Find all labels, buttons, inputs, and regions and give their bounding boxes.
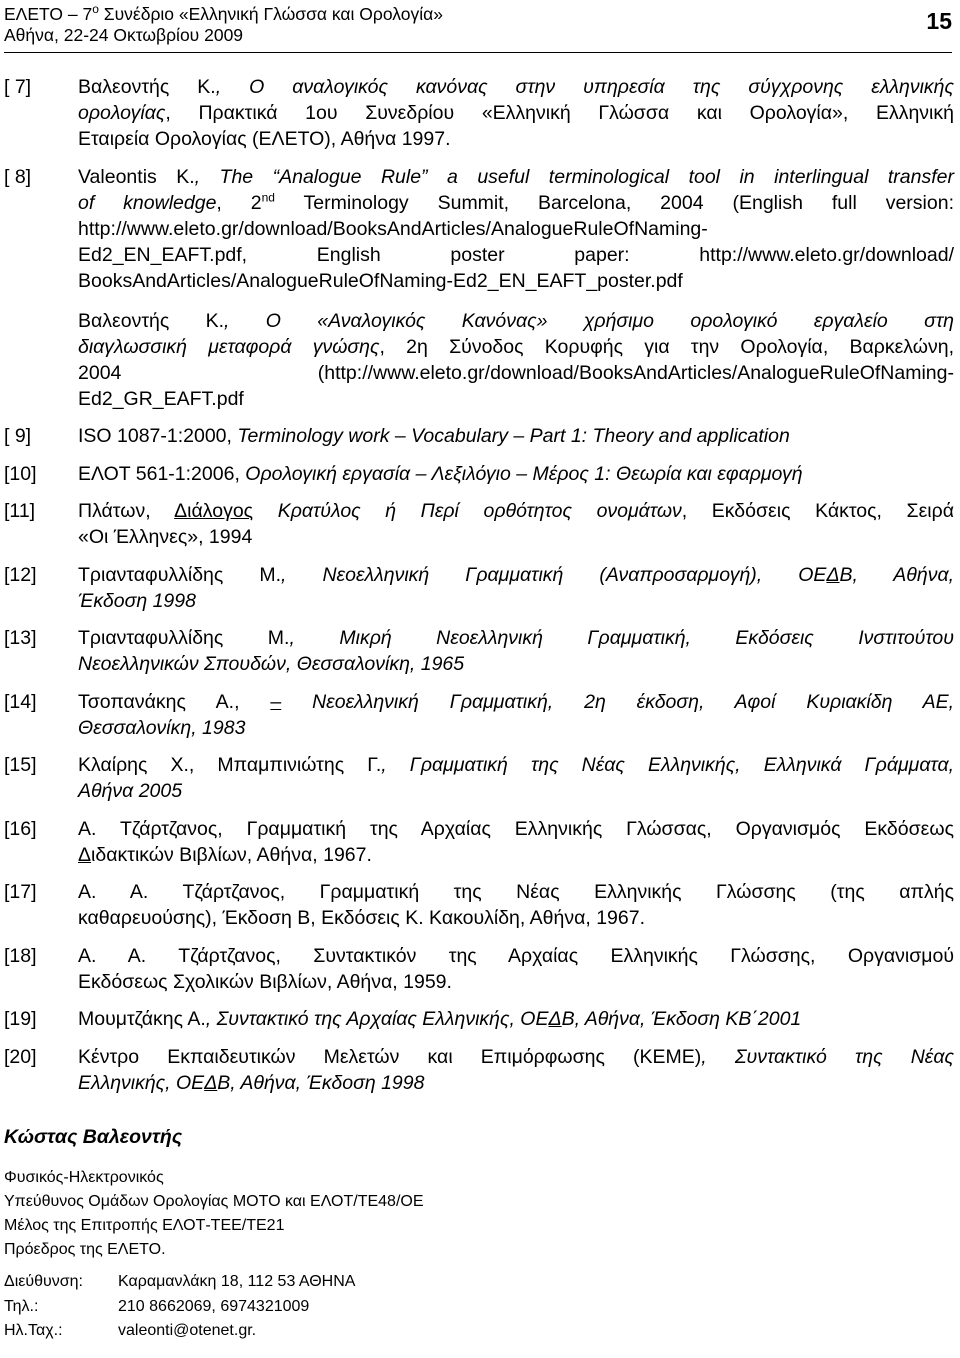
reference-line: [78, 1006, 954, 1032]
reference-url: http://www.eleto.gr/download/BooksAndArticles/AnalogueRuleOfNaming-: [78, 217, 708, 240]
header-divider: [4, 52, 952, 53]
reference-dialogue: Διάλογος: [174, 500, 254, 522]
reference-title-cont: διαγλωσσική μεταφορά γνώσης: [78, 335, 380, 358]
separator: ,: [234, 690, 271, 713]
reference-author: Βαλεοντής Κ.: [78, 76, 216, 98]
reference-publisher: Θεσσαλονίκη, 1983: [78, 716, 246, 739]
reference-line: Α. Τζάρτζανος, Γραμματική της Αρχαίας Ελληνικής Γλώσσας, Οργανισμός Εκδόσεως: [78, 817, 954, 840]
reference-title-cont: Β, Αθήνα, Έκδοση ΚΒ΄2001: [561, 1008, 802, 1030]
reference-line: [78, 625, 954, 651]
spacer: [4, 1262, 944, 1270]
page-number: 15: [926, 8, 952, 34]
reference-line: [78, 1044, 954, 1070]
reference-number: [19]: [4, 1008, 37, 1030]
reference-20: [0, 1044, 960, 1096]
reference-url: BooksAndArticles/AnalogueRuleOfNaming-Ed2_EN_EAFT_poster.pdf: [78, 269, 683, 292]
author-role: Πρόεδρος της ΕΛΕΤΟ.: [4, 1241, 166, 1258]
reference-number: [14]: [4, 690, 37, 713]
reference-title: , The “Analogue Rule” a useful terminological tool in interlingual transfer: [194, 165, 954, 188]
reference-author: Κέντρο Εκπαιδευτικών Μελετών και Επιμόρφωσης (ΚΕΜΕ): [78, 1045, 702, 1068]
reference-8: [0, 164, 960, 412]
reference-number: [11]: [4, 500, 36, 522]
reference-number: [ 7]: [4, 76, 32, 98]
reference-edition: Β, Αθήνα, Έκδοση 1998: [217, 1071, 425, 1094]
reference-url: Ed2_GR_EAFT.pdf: [78, 387, 244, 410]
reference-title: , Συντακτικό της Νέας: [701, 1045, 954, 1068]
author-role: Μέλος της Επιτροπής ΕΛΟΤ-ΤΕΕ/ΤΕ21: [4, 1217, 285, 1234]
reference-number: [12]: [4, 563, 37, 586]
reference-10: [0, 461, 960, 487]
reference-14: [0, 689, 960, 741]
reference-title-cont: of knowledge: [78, 191, 217, 214]
author-role: Φυσικός-Ηλεκτρονικός: [4, 1169, 164, 1186]
reference-title: Νεοελληνική Γραμματική, 2η έκδοση, Αφοί Κυριακίδη ΑΕ,: [281, 690, 954, 713]
contact-address: [4, 1270, 944, 1295]
contact-email: [4, 1319, 944, 1344]
reference-line: [78, 100, 954, 126]
address-value: Καραμανλάκη 18, 112 53 ΑΘΗΝΑ: [118, 1273, 356, 1290]
reference-line: [78, 190, 954, 216]
reference-number: [15]: [4, 754, 37, 776]
reference-number: [ 9]: [4, 425, 32, 447]
reference-author: Valeontis K.: [78, 165, 195, 188]
author-name: Κώστας Βαλεοντής: [4, 1126, 183, 1148]
reference-author: Βαλεοντής Κ.: [78, 309, 225, 332]
reference-title: , Μικρή Νεοελληνική Γραμματική, Εκδόσεις Ινστιτούτου: [289, 627, 954, 649]
reference-line: [78, 1070, 954, 1096]
reference-18: [0, 943, 960, 995]
reference-title: , Συντακτικό της Αρχαίας Ελληνικής, ΟΕ: [205, 1008, 549, 1030]
reference-19: [0, 1006, 960, 1032]
reference-title: Ορολογική εργασία – Λεξιλόγιο – Μέρος 1: Θεωρία και εφαρμογή: [245, 462, 803, 485]
reference-line: [78, 461, 954, 487]
reference-line: [78, 689, 954, 715]
reference-dash: –: [270, 690, 282, 713]
reference-source: , Πρακτικά 1ου Συνεδρίου «Ελληνική Γλώσσα και Ορολογία», Ελληνική: [165, 102, 954, 124]
reference-line: [78, 423, 954, 449]
email-label: Ηλ.Ταχ.:: [4, 1322, 63, 1339]
reference-publisher: ιδακτικών Βιβλίων, Αθήνα, 1967.: [91, 843, 372, 866]
author-block: [4, 1124, 944, 1344]
reference-line: [78, 164, 954, 190]
conference-title: [4, 4, 952, 25]
reference-title: Κρατύλος ή Περί ορθότητος ονομάτων: [253, 500, 682, 522]
phone-value: 210 8662069, 6974321009: [118, 1297, 310, 1315]
reference-line: [78, 562, 954, 588]
reference-title: , Νεοελληνική Γραμματική (Αναπροσαρμογή), ΟΕ: [281, 563, 827, 586]
reference-source-cont: Terminology Summit, Barcelona, 2004 (English full version:: [274, 191, 954, 214]
reference-9: [0, 423, 960, 449]
reference-7: [0, 74, 960, 152]
email-value[interactable]: valeonti@otenet.gr.: [118, 1322, 257, 1339]
conference-ordinal: ο: [92, 2, 99, 17]
reference-line: [78, 74, 954, 100]
reference-source: , 2η Σύνοδος Κορυφής για την Ορολογία, Βαρκελώνη,: [379, 335, 954, 358]
reference-url: 2004 (http://www.eleto.gr/download/BooksAndArticles/AnalogueRuleOfNaming-: [78, 361, 954, 384]
address-label: Διεύθυνση:: [4, 1273, 83, 1290]
reference-line: [78, 842, 954, 868]
reference-12: [0, 562, 960, 614]
reference-underlined-letter: Δ: [826, 563, 840, 586]
conference-title-suffix: Συνέδριο «Ελληνική Γλώσσα και Ορολογία»: [98, 4, 443, 24]
reference-number: [20]: [4, 1045, 37, 1068]
reference-line: [78, 752, 954, 778]
spacer: [78, 294, 954, 308]
reference-publisher: Αθήνα 2005: [78, 780, 183, 802]
reference-number: [13]: [4, 627, 37, 649]
reference-author: Πλάτων,: [78, 500, 175, 522]
reference-author: Τριανταφυλλίδης Μ.: [78, 563, 282, 586]
reference-line: [78, 334, 954, 360]
reference-13: [0, 625, 960, 677]
reference-line: [78, 498, 954, 524]
reference-publisher: Νεοελληνικών Σπουδών, Θεσσαλονίκη, 1965: [78, 653, 465, 675]
phone-label: Τηλ.:: [4, 1297, 39, 1315]
conference-date: Αθήνα, 22-24 Οκτωβρίου 2009: [4, 25, 244, 45]
reference-number: [10]: [4, 462, 37, 485]
reference-standard: ISO 1087-1:2000,: [78, 425, 238, 447]
reference-underlined-letter: Δ: [78, 843, 92, 866]
reference-edition: Έκδοση 1998: [78, 589, 196, 612]
reference-line: Α. Α. Τζάρτζανος, Συντακτικόν της Αρχαίας Ελληνικής Γλώσσης, Οργανισμού: [78, 944, 954, 967]
reference-list: [0, 74, 960, 1107]
reference-title: , Ο «Αναλογικός Κανόνας» χρήσιμο ορολογικό εργαλείο στη: [224, 309, 954, 332]
reference-title-cont: ορολογίας: [78, 102, 166, 124]
reference-line: Εταιρεία Ορολογίας (ΕΛΕΤΟ), Αθήνα 1997.: [78, 128, 451, 150]
page-header: [4, 4, 952, 50]
reference-underlined-letter: Δ: [204, 1071, 218, 1094]
author-role: Υπεύθυνος Ομάδων Ορολογίας ΜΟΤΟ και ΕΛΟΤ/ΤΕ48/ΟΕ: [4, 1193, 424, 1210]
reference-17: [0, 879, 960, 931]
reference-line: [78, 308, 954, 334]
reference-title: , Γραμματική της Νέας Ελληνικής, Ελληνικά Γράμματα,: [381, 754, 954, 776]
reference-author: Τριανταφυλλίδης Μ.: [78, 627, 290, 649]
reference-11: [0, 498, 960, 550]
reference-number: [16]: [4, 817, 37, 840]
reference-source: , 2: [216, 191, 262, 214]
reference-publisher: , Εκδόσεις Κάκτος, Σειρά: [681, 500, 954, 522]
reference-number: [ 8]: [4, 165, 32, 188]
conference-title-prefix: ΕΛΕΤΟ – 7: [4, 4, 93, 24]
reference-standard: ΕΛΟΤ 561-1:2006,: [78, 462, 246, 485]
reference-15: [0, 752, 960, 804]
reference-url: Ed2_EN_EAFT.pdf, English poster paper: http://www.eleto.gr/download/: [78, 243, 954, 266]
reference-author: Κλαίρης Χ., Μπαμπινιώτης Γ.: [78, 754, 382, 776]
reference-underlined-letter: Δ: [548, 1008, 562, 1030]
reference-author: Μουμτζάκης Α.: [78, 1008, 206, 1030]
reference-line: καθαρευούσης), Έκδοση Β, Εκδόσεις Κ. Κακουλίδη, Αθήνα, 1967.: [78, 907, 646, 929]
reference-author: Τσοπανάκης Α.: [78, 690, 235, 713]
reference-line: «Οι Έλληνες», 1994: [78, 526, 253, 548]
reference-title: , Ο αναλογικός κανόνας στην υπηρεσία της σύγχρονης ελληνικής: [215, 76, 954, 98]
reference-number: [18]: [4, 944, 37, 967]
reference-title-cont: Β, Αθήνα,: [839, 563, 954, 586]
reference-16: [0, 816, 960, 868]
contact-phone: [4, 1295, 944, 1320]
reference-number: [17]: [4, 881, 37, 903]
reference-title-cont: Ελληνικής, ΟΕ: [78, 1071, 205, 1094]
reference-line: Α. Α. Τζάρτζανος, Γραμματική της Νέας Ελληνικής Γλώσσης (της απλής: [78, 881, 954, 903]
ordinal-suffix: nd: [261, 190, 275, 204]
reference-line: Εκδόσεως Σχολικών Βιβλίων, Αθήνα, 1959.: [78, 970, 452, 993]
reference-title: Terminology work – Vocabulary – Part 1: Theory and application: [237, 425, 790, 447]
